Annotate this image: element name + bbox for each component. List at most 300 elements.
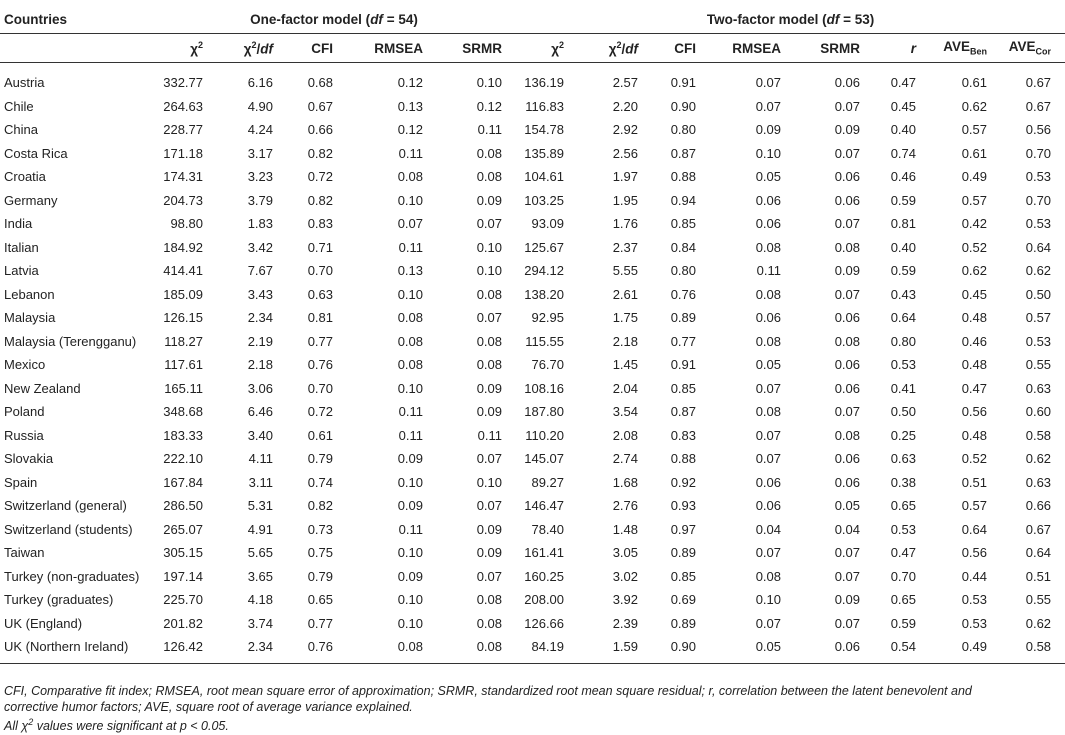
- value-cell-c1: 414.41: [163, 263, 203, 279]
- value-cell-r: 0.59: [890, 615, 917, 631]
- value-cell-r1: 0.12: [397, 122, 423, 138]
- value-cell-r: 0.74: [890, 145, 917, 161]
- value-cell-d1: 2.18: [247, 357, 273, 373]
- header-row-columns: [0, 34, 1065, 63]
- value-cell-ac: 0.62: [1025, 263, 1052, 279]
- notes-abbreviations: CFI, Comparative fit index; RMSEA, root mean square error of approximation; SRMR, standardized root mean square residual; r, correlation between the latent benevolent and corrective humor factors; AVE, square root of average variance explained.: [4, 684, 972, 714]
- value-cell-s1: 0.07: [476, 451, 503, 467]
- value-cell-r2: 0.08: [755, 568, 782, 584]
- table-row: [0, 165, 1065, 189]
- value-cell-c1: 126.15: [163, 310, 203, 326]
- value-cell-c1: 117.61: [164, 357, 203, 373]
- value-cell-ac: 0.50: [1025, 286, 1052, 302]
- value-cell-ab: 0.61: [961, 145, 988, 161]
- value-cell-s1: 0.10: [476, 239, 503, 255]
- value-cell-r1: 0.11: [398, 521, 423, 537]
- value-cell-d2: 2.08: [612, 427, 639, 443]
- value-cell-r1: 0.11: [398, 427, 423, 443]
- value-cell-c2: 125.67: [524, 239, 565, 255]
- table-row: [0, 565, 1065, 589]
- value-cell-s2: 0.09: [834, 122, 861, 138]
- value-cell-c1: 201.82: [163, 615, 203, 631]
- srmr-header-2: SRMR: [795, 34, 874, 63]
- value-cell-f1: 0.66: [307, 122, 333, 138]
- value-cell-d2: 3.92: [612, 592, 639, 608]
- table-row: [0, 377, 1065, 401]
- value-cell-ac: 0.70: [1025, 145, 1052, 161]
- value-cell-s2: 0.06: [834, 380, 861, 396]
- table-row: [0, 353, 1065, 377]
- value-cell-s2: 0.09: [834, 263, 861, 279]
- value-cell-r1: 0.10: [397, 592, 423, 608]
- value-cell-c1: 286.50: [163, 498, 203, 514]
- value-cell-s1: 0.09: [476, 380, 503, 396]
- country-cell: Spain: [4, 474, 38, 490]
- two-factor-header: Two-factor model (df = 53): [516, 6, 1065, 34]
- value-cell-c2: 104.61: [524, 169, 565, 185]
- value-cell-f2: 0.83: [670, 427, 697, 443]
- value-cell-r: 0.81: [890, 216, 917, 232]
- value-cell-f1: 0.72: [307, 169, 333, 185]
- value-cell-r: 0.50: [890, 404, 917, 420]
- value-cell-d1: 4.18: [247, 592, 273, 608]
- value-cell-d1: 3.43: [247, 286, 273, 302]
- value-cell-r1: 0.10: [397, 474, 423, 490]
- value-cell-d2: 2.04: [612, 380, 639, 396]
- value-cell-d2: 3.02: [612, 568, 639, 584]
- value-cell-r1: 0.11: [398, 239, 423, 255]
- value-cell-ab: 0.49: [930, 635, 1001, 663]
- table-row: [0, 189, 1065, 213]
- value-cell-c2: 138.20: [524, 286, 565, 302]
- value-cell-r: 0.59: [890, 263, 917, 279]
- value-cell-ab: 0.45: [961, 286, 988, 302]
- value-cell-c2: 84.19: [516, 635, 578, 663]
- value-cell-d1: 2.34: [217, 635, 287, 663]
- value-cell-f2: 0.85: [670, 568, 697, 584]
- value-cell-f2: 0.85: [670, 380, 697, 396]
- value-cell-c2: 103.25: [524, 192, 565, 208]
- country-cell: Turkey (graduates): [4, 592, 114, 608]
- value-cell-c2: 135.89: [524, 145, 565, 161]
- value-cell-r: 0.70: [890, 568, 917, 584]
- value-cell-s1: 0.08: [476, 145, 503, 161]
- value-cell-r2: 0.10: [755, 592, 782, 608]
- value-cell-r1: 0.09: [397, 451, 423, 467]
- value-cell-c1: 348.68: [163, 404, 203, 420]
- value-cell-r1: 0.09: [397, 568, 423, 584]
- value-cell-c1: 167.84: [163, 474, 203, 490]
- country-cell: Croatia: [4, 169, 46, 185]
- value-cell-r2: 0.06: [755, 216, 782, 232]
- value-cell-s1: 0.07: [476, 216, 503, 232]
- value-cell-s2: 0.08: [834, 427, 861, 443]
- value-cell-d1: 4.11: [248, 451, 273, 467]
- chi2df-header-2: $\chi^2/df$: [578, 34, 652, 63]
- value-cell-d1: 6.46: [247, 404, 273, 420]
- value-cell-ac: 0.58: [1025, 427, 1052, 443]
- value-cell-c1: 171.18: [163, 145, 203, 161]
- chi2df-header: $\chi^2/df$: [217, 34, 287, 63]
- value-cell-ab: 0.51: [961, 474, 988, 490]
- value-cell-f2: 0.85: [670, 216, 697, 232]
- value-cell-ab: 0.56: [961, 404, 988, 420]
- value-cell-d2: 1.95: [612, 192, 639, 208]
- value-cell-s2: 0.07: [834, 286, 861, 302]
- value-cell-r2: 0.10: [755, 145, 782, 161]
- value-cell-s1: 0.08: [476, 615, 503, 631]
- value-cell-s2: 0.07: [834, 404, 861, 420]
- value-cell-c2: 92.95: [531, 310, 565, 326]
- value-cell-r1: 0.12: [397, 75, 423, 91]
- country-cell: Poland: [4, 404, 45, 420]
- value-cell-r2: 0.07: [755, 98, 782, 114]
- value-cell-f1: 0.79: [307, 568, 333, 584]
- value-cell-d2: 3.05: [612, 545, 639, 561]
- value-cell-c1: 184.92: [163, 239, 203, 255]
- value-cell-d1: 3.11: [248, 474, 273, 490]
- value-cell-s2: 0.06: [834, 169, 861, 185]
- value-cell-d2: 2.92: [612, 122, 639, 138]
- value-cell-d2: 2.74: [612, 451, 639, 467]
- value-cell-ab: 0.48: [961, 427, 988, 443]
- value-cell-s1: 0.07: [476, 568, 503, 584]
- value-cell-c1: 225.70: [163, 592, 203, 608]
- country-cell: Switzerland (general): [4, 498, 127, 514]
- value-cell-c2: 146.47: [524, 498, 565, 514]
- value-cell-d1: 6.16: [247, 75, 273, 91]
- value-cell-ac: 0.64: [1025, 239, 1052, 255]
- value-cell-r: 0.47: [890, 75, 917, 91]
- country-cell: Italian: [4, 239, 39, 255]
- value-cell-ac: 0.67: [1025, 98, 1052, 114]
- value-cell-r2: 0.08: [755, 286, 782, 302]
- value-cell-d1: 3.42: [247, 239, 273, 255]
- value-cell-s2: 0.06: [834, 310, 861, 326]
- header-row-groups: [0, 6, 1065, 34]
- value-cell-ac: 0.63: [1025, 474, 1052, 490]
- value-cell-ac: 0.55: [1025, 357, 1052, 373]
- value-cell-ac: 0.64: [1025, 545, 1052, 561]
- value-cell-f2: 0.76: [670, 286, 697, 302]
- value-cell-c2: 160.25: [524, 568, 565, 584]
- country-cell: Malaysia (Terengganu): [4, 333, 137, 349]
- value-cell-r2: 0.06: [755, 498, 782, 514]
- value-cell-ac: 0.53: [1025, 333, 1052, 349]
- value-cell-d2: 2.39: [612, 615, 639, 631]
- value-cell-f2: 0.89: [670, 545, 697, 561]
- country-cell: Switzerland (students): [4, 521, 133, 537]
- value-cell-s2: 0.06: [834, 474, 861, 490]
- value-cell-c2: 93.09: [531, 216, 565, 232]
- value-cell-r: 0.41: [890, 380, 917, 396]
- value-cell-r: 0.43: [890, 286, 917, 302]
- value-cell-r1: 0.07: [397, 216, 423, 232]
- value-cell-r: 0.65: [890, 592, 917, 608]
- value-cell-f1: 0.70: [307, 263, 333, 279]
- ave-cor-header: $AVE_{Cor}$: [1001, 34, 1065, 63]
- cfi-header: CFI: [287, 34, 347, 63]
- value-cell-s1: 0.08: [476, 592, 503, 608]
- country-cell: Chile: [4, 98, 34, 114]
- value-cell-d2: 2.76: [612, 498, 639, 514]
- value-cell-ab: 0.46: [961, 333, 988, 349]
- value-cell-r: 0.46: [890, 169, 917, 185]
- value-cell-c1: 222.10: [163, 451, 203, 467]
- country-cell: UK (England): [4, 615, 83, 631]
- table-row: [0, 306, 1065, 330]
- table-row: [0, 236, 1065, 260]
- value-cell-f1: 0.67: [307, 98, 333, 114]
- value-cell-c1: 204.73: [163, 192, 203, 208]
- value-cell-s1: 0.09: [476, 545, 503, 561]
- value-cell-d2: 2.61: [612, 286, 639, 302]
- value-cell-ac: 0.60: [1025, 404, 1052, 420]
- value-cell-c2: 161.41: [524, 545, 565, 561]
- value-cell-c2: 208.00: [524, 592, 565, 608]
- value-cell-f2: 0.88: [670, 169, 697, 185]
- value-cell-d2: 1.76: [612, 216, 639, 232]
- value-cell-c1: 332.77: [163, 75, 203, 91]
- value-cell-r2: 0.05: [755, 169, 782, 185]
- value-cell-r: 0.47: [890, 545, 917, 561]
- value-cell-c1: 98.80: [170, 216, 203, 232]
- value-cell-ab: 0.64: [961, 521, 988, 537]
- value-cell-d1: 2.34: [247, 310, 273, 326]
- value-cell-ab: 0.52: [961, 239, 988, 255]
- value-cell-d2: 2.37: [612, 239, 639, 255]
- value-cell-d1: 5.31: [247, 498, 273, 514]
- value-cell-d2: 5.55: [612, 263, 639, 279]
- value-cell-c2: 89.27: [531, 474, 565, 490]
- value-cell-s2: 0.07: [834, 216, 861, 232]
- value-cell-r1: 0.10: [397, 380, 423, 396]
- value-cell-f1: 0.74: [307, 474, 333, 490]
- country-cell: Lebanon: [4, 286, 55, 302]
- value-cell-r: 0.53: [890, 357, 917, 373]
- r-header: r: [874, 34, 930, 63]
- value-cell-f2: 0.87: [670, 145, 697, 161]
- table-row: [0, 95, 1065, 119]
- value-cell-s1: 0.12: [476, 98, 503, 114]
- blank-header: [0, 34, 152, 63]
- rmsea-header-2: RMSEA: [710, 34, 795, 63]
- value-cell-f1: 0.71: [307, 239, 333, 255]
- value-cell-r1: 0.08: [397, 169, 423, 185]
- value-cell-r1: 0.13: [397, 263, 423, 279]
- value-cell-s2: 0.08: [834, 239, 861, 255]
- value-cell-c2: 116.83: [525, 98, 565, 114]
- table-row: [0, 518, 1065, 542]
- value-cell-r2: 0.05: [710, 635, 795, 663]
- value-cell-ab: 0.49: [961, 169, 988, 185]
- value-cell-s1: 0.09: [476, 521, 503, 537]
- value-cell-d2: 2.56: [612, 145, 639, 161]
- value-cell-f1: 0.72: [307, 404, 333, 420]
- value-cell-f2: 0.88: [670, 451, 697, 467]
- value-cell-ab: 0.57: [961, 192, 988, 208]
- countries-header: Countries: [0, 6, 152, 34]
- value-cell-s1: 0.07: [476, 498, 503, 514]
- country-cell: New Zealand: [4, 380, 81, 396]
- country-cell: UK (Northern Ireland): [0, 635, 152, 663]
- value-cell-f2: 0.89: [670, 310, 697, 326]
- table-row: [0, 212, 1065, 236]
- value-cell-s2: 0.07: [834, 98, 861, 114]
- value-cell-f2: 0.90: [652, 635, 710, 663]
- value-cell-c2: 108.16: [524, 380, 565, 396]
- value-cell-c1: 126.42: [152, 635, 217, 663]
- value-cell-c2: 136.19: [524, 75, 565, 91]
- value-cell-ab: 0.42: [961, 216, 988, 232]
- value-cell-r1: 0.13: [397, 98, 423, 114]
- value-cell-ab: 0.61: [961, 75, 988, 91]
- value-cell-c1: 165.11: [164, 380, 203, 396]
- value-cell-r2: 0.07: [755, 380, 782, 396]
- value-cell-d1: 2.19: [247, 333, 273, 349]
- table-row: [0, 118, 1065, 142]
- value-cell-r1: 0.10: [397, 615, 423, 631]
- value-cell-ac: 0.62: [1025, 615, 1052, 631]
- country-cell: Latvia: [4, 263, 39, 279]
- value-cell-r: 0.54: [874, 635, 930, 663]
- value-cell-s2: 0.05: [834, 498, 861, 514]
- value-cell-d1: 3.74: [247, 615, 273, 631]
- value-cell-s2: 0.09: [834, 592, 861, 608]
- value-cell-d1: 4.91: [247, 521, 273, 537]
- value-cell-c2: 145.07: [524, 451, 565, 467]
- value-cell-d1: 4.24: [247, 122, 273, 138]
- value-cell-f1: 0.61: [307, 427, 333, 443]
- value-cell-c2: 115.55: [525, 333, 565, 349]
- value-cell-r1: 0.09: [397, 498, 423, 514]
- value-cell-r: 0.65: [890, 498, 917, 514]
- value-cell-ab: 0.56: [961, 545, 988, 561]
- value-cell-r1: 0.10: [397, 545, 423, 561]
- value-cell-s2: 0.06: [834, 357, 861, 373]
- value-cell-f2: 0.87: [670, 404, 697, 420]
- value-cell-s2: 0.06: [795, 635, 874, 663]
- value-cell-f2: 0.90: [670, 98, 697, 114]
- table-row: [0, 63, 1065, 95]
- value-cell-r1: 0.08: [397, 333, 423, 349]
- fit-table: [0, 6, 1065, 664]
- value-cell-s1: 0.08: [476, 286, 503, 302]
- notes-significance: All $\chi^2$ values were significant at p < 0.05.: [4, 717, 229, 734]
- value-cell-r: 0.53: [890, 521, 917, 537]
- table-row: [0, 142, 1065, 166]
- value-cell-ac: 0.62: [1025, 451, 1052, 467]
- value-cell-f2: 0.80: [670, 122, 697, 138]
- value-cell-r2: 0.08: [755, 404, 782, 420]
- table-row: [0, 635, 1065, 663]
- value-cell-s1: 0.08: [476, 357, 503, 373]
- value-cell-f2: 0.91: [670, 357, 697, 373]
- value-cell-d1: 3.79: [247, 192, 273, 208]
- table-row: [0, 330, 1065, 354]
- srmr-header: SRMR: [437, 34, 516, 63]
- value-cell-f2: 0.94: [670, 192, 697, 208]
- country-cell: Mexico: [4, 357, 46, 373]
- value-cell-f2: 0.84: [670, 239, 697, 255]
- table-row: [0, 588, 1065, 612]
- value-cell-c2: 154.78: [524, 122, 565, 138]
- value-cell-ab: 0.62: [961, 98, 988, 114]
- value-cell-f1: 0.68: [307, 75, 333, 91]
- value-cell-ac: 0.57: [1025, 310, 1052, 326]
- value-cell-r2: 0.07: [755, 451, 782, 467]
- table-body: [0, 63, 1065, 664]
- value-cell-f2: 0.80: [670, 263, 697, 279]
- value-cell-ab: 0.57: [961, 122, 988, 138]
- value-cell-r: 0.63: [890, 451, 917, 467]
- value-cell-s2: 0.07: [834, 145, 861, 161]
- value-cell-ab: 0.48: [961, 310, 988, 326]
- value-cell-r: 0.80: [890, 333, 917, 349]
- value-cell-c1: 174.31: [163, 169, 203, 185]
- value-cell-f2: 0.92: [670, 474, 697, 490]
- country-cell: China: [4, 122, 38, 138]
- value-cell-c1: 118.27: [164, 333, 203, 349]
- country-cell: Turkey (non-graduates): [4, 568, 140, 584]
- value-cell-d2: 2.20: [612, 98, 639, 114]
- value-cell-r2: 0.06: [755, 192, 782, 208]
- value-cell-s1: 0.10: [476, 263, 503, 279]
- table-notes: [4, 684, 1009, 735]
- value-cell-d2: 2.57: [612, 75, 639, 91]
- value-cell-s1: 0.11: [477, 427, 503, 443]
- value-cell-s2: 0.07: [834, 615, 861, 631]
- value-cell-r: 0.38: [890, 474, 917, 490]
- value-cell-s2: 0.08: [834, 333, 861, 349]
- value-cell-f1: 0.70: [307, 380, 333, 396]
- value-cell-r1: 0.08: [397, 310, 423, 326]
- chi2-header: $\chi^2$: [152, 34, 217, 63]
- table-row: [0, 471, 1065, 495]
- value-cell-ab: 0.53: [961, 615, 988, 631]
- value-cell-c2: 187.80: [524, 404, 565, 420]
- value-cell-r: 0.59: [890, 192, 917, 208]
- table-row: [0, 283, 1065, 307]
- value-cell-d1: 3.40: [247, 427, 273, 443]
- table-row: [0, 400, 1065, 424]
- value-cell-d2: 1.45: [612, 357, 639, 373]
- value-cell-r2: 0.07: [755, 615, 782, 631]
- country-cell: Germany: [4, 192, 58, 208]
- value-cell-s1: 0.11: [477, 122, 503, 138]
- value-cell-s1: 0.08: [437, 635, 516, 663]
- value-cell-ab: 0.57: [961, 498, 988, 514]
- value-cell-r2: 0.11: [756, 263, 782, 279]
- country-cell: Costa Rica: [4, 145, 68, 161]
- value-cell-s2: 0.06: [834, 75, 861, 91]
- country-cell: Malaysia: [4, 310, 56, 326]
- value-cell-s1: 0.07: [476, 310, 503, 326]
- value-cell-r2: 0.08: [755, 333, 782, 349]
- value-cell-f1: 0.81: [307, 310, 333, 326]
- value-cell-ac: 0.53: [1025, 169, 1052, 185]
- chi2-header-2: $\chi^2$: [516, 34, 578, 63]
- value-cell-d1: 3.17: [247, 145, 273, 161]
- value-cell-f1: 0.63: [307, 286, 333, 302]
- value-cell-r: 0.45: [890, 98, 917, 114]
- value-cell-r2: 0.09: [755, 122, 782, 138]
- value-cell-f1: 0.73: [307, 521, 333, 537]
- value-cell-s2: 0.07: [834, 568, 861, 584]
- value-cell-c2: 78.40: [531, 521, 565, 537]
- value-cell-f1: 0.82: [307, 192, 333, 208]
- value-cell-f1: 0.76: [287, 635, 347, 663]
